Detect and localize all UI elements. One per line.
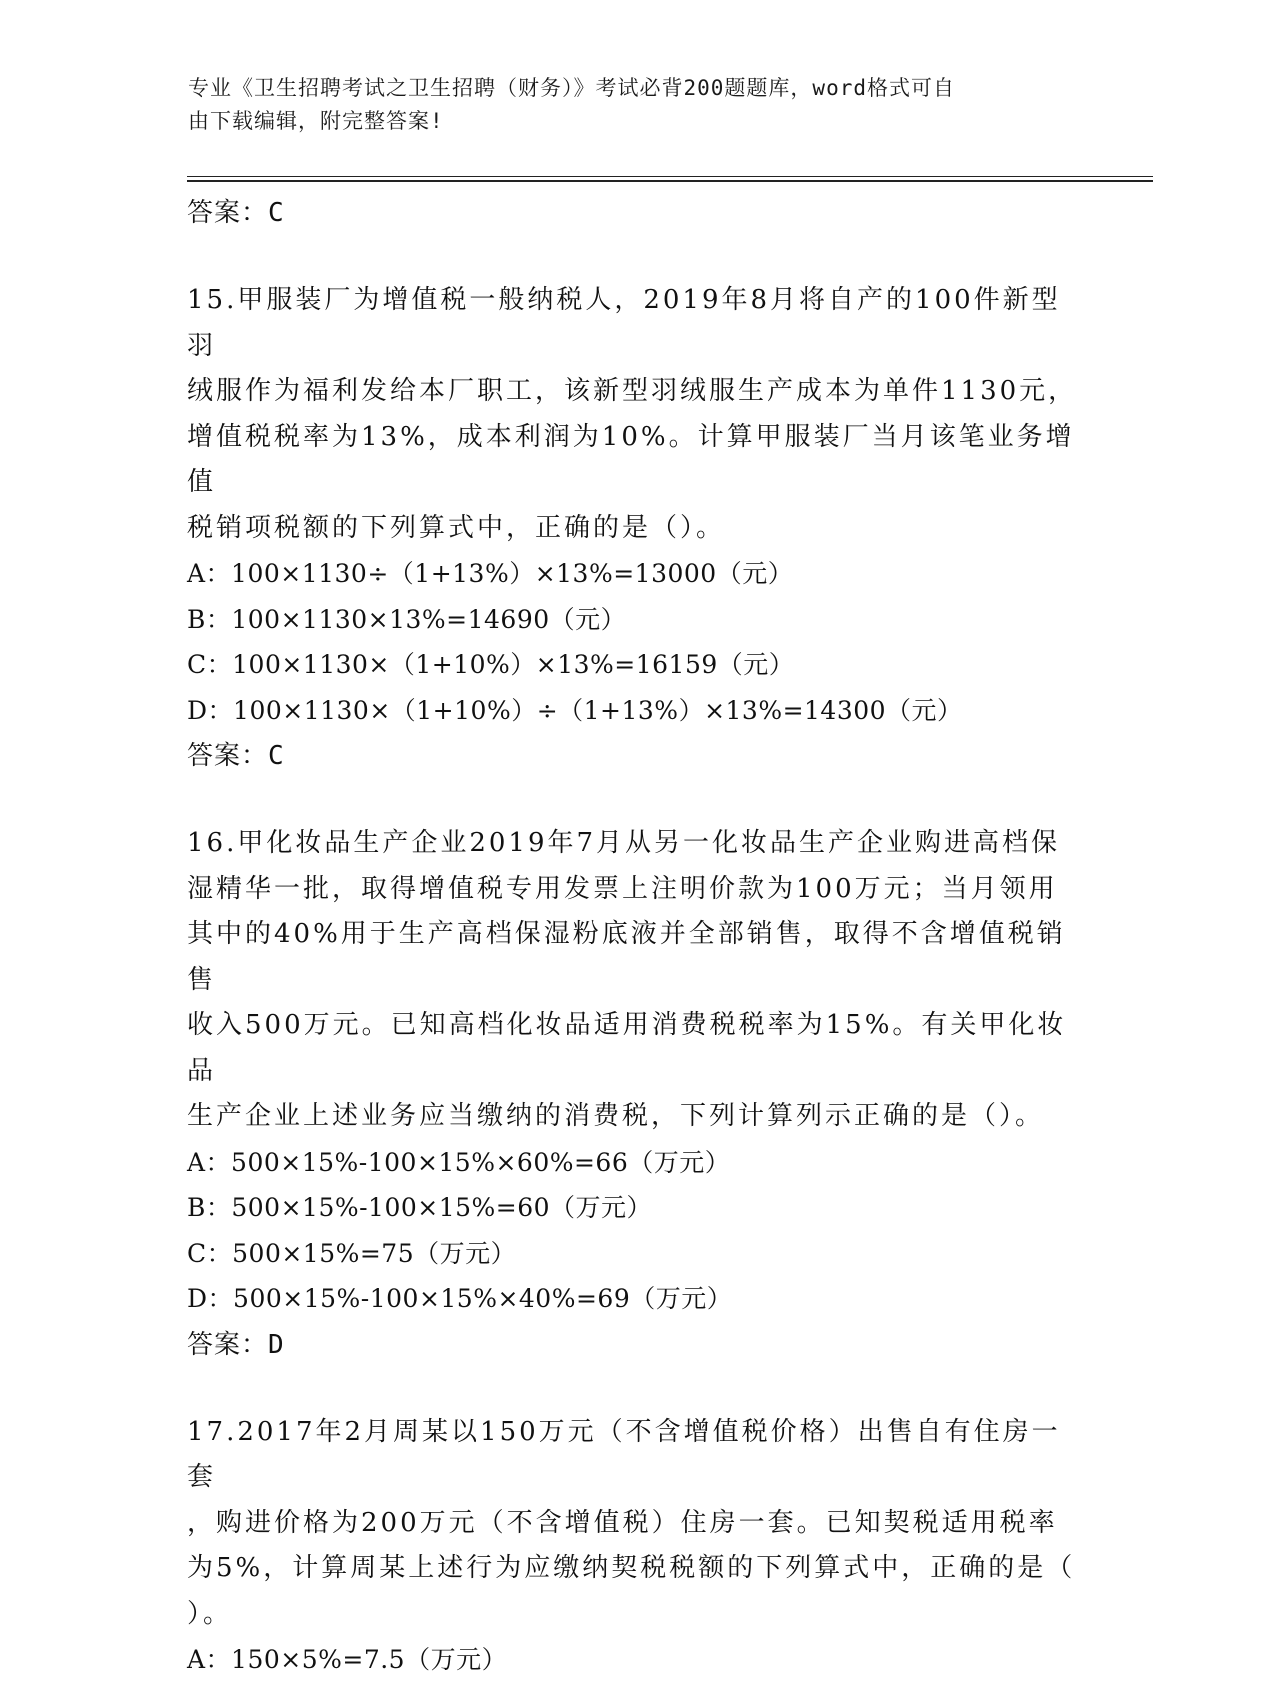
- document-body: [187, 190, 1087, 1683]
- question-line: 生产企业上述业务应当缴纳的消费税，下列计算列示正确的是（）。: [187, 1101, 1045, 1131]
- spacer: [187, 1368, 1087, 1410]
- header-rule-thick: [187, 180, 1153, 182]
- question-17: [187, 1410, 1087, 1683]
- header-line-2: 由下载编辑，附完整答案!: [188, 109, 444, 133]
- question-16: [187, 821, 1087, 1368]
- question-line: 税销项税额的下列算式中，正确的是（）。: [187, 512, 726, 543]
- question-line: 湿精华一批，取得增值税专用发票上注明价款为100万元；当月领用: [187, 873, 1058, 904]
- question-line: 增值税税率为13%，成本利润为10%。计算甲服装厂当月该笔业务增值: [187, 421, 1075, 497]
- question-line: 15.甲服装厂为增值税一般纳税人，2019年8月将自产的100件新型羽: [187, 285, 1061, 361]
- option-a: A：100×1130÷（1+13%）×13%=13000（元）: [187, 559, 794, 588]
- question-15: [187, 278, 1087, 779]
- answer: 答案：C: [187, 741, 285, 771]
- header-line-1: 专业《卫生招聘考试之卫生招聘（财务）》考试必背200题题库，word格式可自: [188, 76, 955, 100]
- question-line: ）。: [187, 1598, 233, 1629]
- spacer: [187, 236, 1087, 278]
- answer: 答案：D: [187, 1329, 285, 1360]
- option-c: C：500×15%=75（万元）: [187, 1238, 517, 1268]
- question-text: [187, 278, 1087, 551]
- spacer: [187, 779, 1087, 821]
- question-line: 16.甲化妆品生产企业2019年7月从另一化妆品生产企业购进高档保: [187, 828, 1061, 858]
- document-header: [188, 72, 1068, 138]
- question-line: 为5%，计算周某上述行为应缴纳契税税额的下列算式中，正确的是（: [187, 1553, 1076, 1583]
- question-text: [187, 1410, 1087, 1638]
- previous-answer: 答案：C: [187, 198, 285, 228]
- option-b: B：100×1130×13%=14690（元）: [187, 604, 627, 634]
- option-b: B：500×15%-100×15%=60（万元）: [187, 1193, 653, 1222]
- question-text: [187, 821, 1087, 1140]
- header-rule-thin: [187, 176, 1153, 177]
- option-d: D：100×1130×（1+10%）÷（1+13%）×13%=14300（元）: [187, 695, 963, 725]
- option-a: A：150×5%=7.5（万元）: [187, 1645, 508, 1674]
- question-line: 其中的40%用于生产高档保湿粉底液并全部销售，取得不含增值税销售: [187, 919, 1066, 995]
- option-c: C：100×1130×（1+10%）×13%=16159（元）: [187, 650, 795, 679]
- question-line: 绒服作为福利发给本厂职工，该新型羽绒服生产成本为单件1130元，: [187, 376, 1078, 406]
- option-a: A：500×15%-100×15%×60%=66（万元）: [187, 1147, 731, 1177]
- option-d: D：500×15%-100×15%×40%=69（万元）: [187, 1284, 733, 1313]
- question-line: ，购进价格为200万元（不含增值税）住房一套。已知契税适用税率: [187, 1507, 1058, 1538]
- question-line: 收入500万元。已知高档化妆品适用消费税税率为15%。有关甲化妆品: [187, 1010, 1067, 1086]
- question-line: 17.2017年2月周某以150万元（不含增值税价格）出售自有住房一套: [187, 1416, 1061, 1492]
